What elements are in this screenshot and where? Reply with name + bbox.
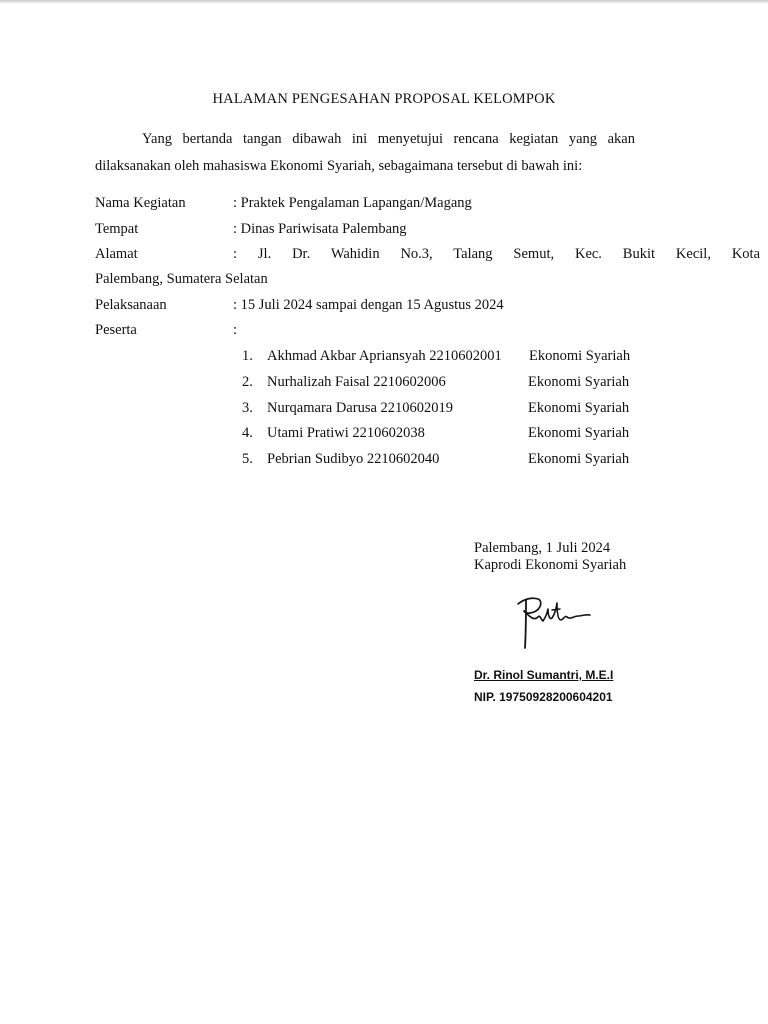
participant-number: 2. — [242, 374, 253, 390]
signature-position: Kaprodi Ekonomi Syariah — [474, 557, 627, 573]
participant-program: Ekonomi Syariah — [528, 400, 630, 416]
participant-name: Pebrian Sudibyo 2210602040 — [267, 451, 440, 467]
intro-paragraph: Yang bertanda tangan dibawah ini menyetujui rencana kegiatan yang akan dilaksanakan oleh mahasiswa Ekonomi Syariah, sebagaimana tersebut di bawah ini: — [95, 131, 635, 174]
participant-number: 3. — [242, 400, 253, 416]
field-value-alamat-continued: Palembang, Sumatera Selatan — [95, 271, 268, 287]
signature-place-date: Palembang, 1 Juli 2024 — [474, 540, 611, 556]
signatory-name: Dr. Rinol Sumantri, M.E.I — [474, 668, 614, 682]
participant-name: Nurqamara Darusa 2210602019 — [267, 400, 454, 416]
field-value-alamat: : Jl. Dr. Wahidin No.3, Talang Semut, Kec. Bukit Kecil, Kota — [233, 246, 760, 262]
participant-program: Ekonomi Syariah — [528, 425, 630, 441]
participant-name: Nurhalizah Faisal 2210602006 — [267, 374, 446, 390]
participant-number: 5. — [242, 451, 253, 467]
field-label-tempat: Tempat — [95, 221, 139, 237]
participant-program: Ekonomi Syariah — [528, 374, 630, 390]
field-value-kegiatan: : Praktek Pengalaman Lapangan/Magang — [233, 195, 472, 211]
signatory-nip: NIP. 19750928200604201 — [474, 690, 613, 704]
field-value-pelaksanaan: : 15 Juli 2024 sampai dengan 15 Agustus 2024 — [233, 297, 504, 313]
participant-program: Ekonomi Syariah — [528, 451, 630, 467]
handwritten-signature — [512, 590, 592, 652]
field-label-pelaksanaan: Pelaksanaan — [95, 297, 167, 313]
scan-top-edge — [0, 0, 768, 4]
field-label-peserta: Peserta — [95, 322, 137, 338]
field-value-tempat: : Dinas Pariwisata Palembang — [233, 221, 407, 237]
document-title: HALAMAN PENGESAHAN PROPOSAL KELOMPOK — [212, 91, 556, 107]
field-label-kegiatan: Nama Kegiatan — [95, 195, 186, 211]
field-label-alamat: Alamat — [95, 246, 138, 262]
participant-program: Ekonomi Syariah — [529, 348, 631, 364]
participant-number: 1. — [242, 348, 253, 364]
participant-name: Utami Pratiwi 2210602038 — [267, 425, 425, 441]
field-value-peserta: : — [233, 322, 238, 338]
participant-name: Akhmad Akbar Apriansyah 2210602001 — [267, 348, 502, 364]
participant-number: 4. — [242, 425, 253, 441]
